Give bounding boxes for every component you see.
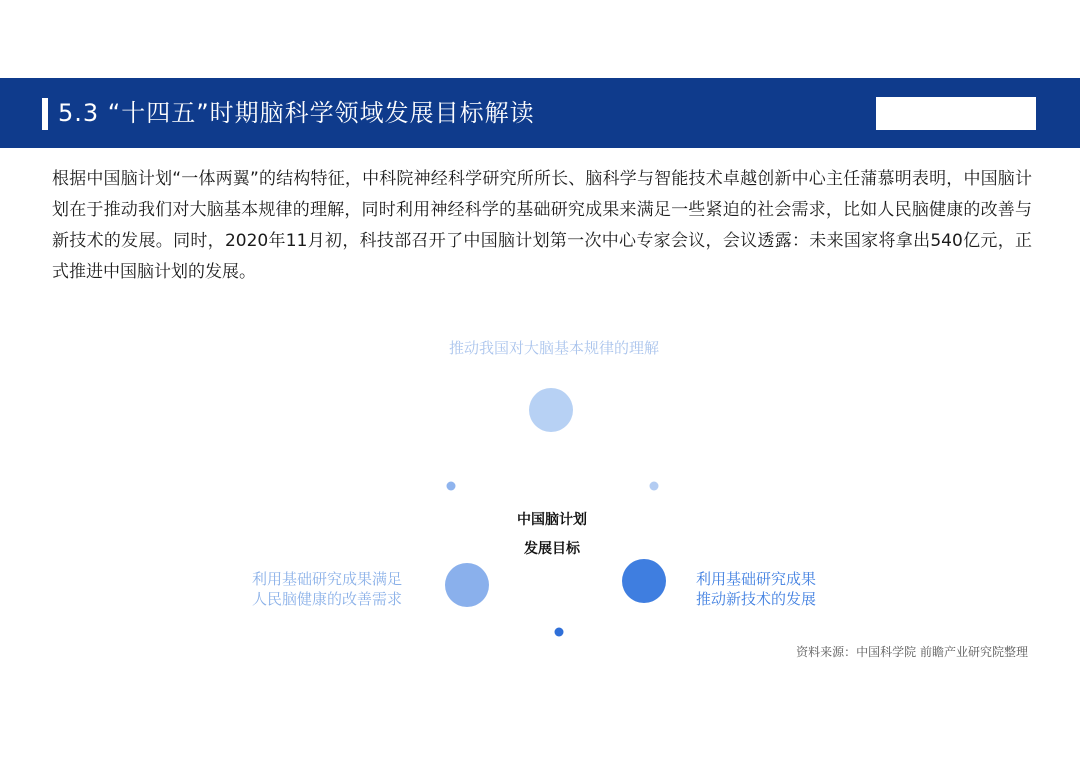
page-title: 5.3 “十四五”时期脑科学领域发展目标解读 [58, 99, 535, 127]
dot-top-right [650, 482, 659, 491]
left-goal-label-line2: 人民脑健康的改善需求 [251, 590, 402, 608]
header-logo-placeholder [876, 97, 1036, 130]
source-note: 资料来源：中国科学院 前瞻产业研究院整理 [796, 645, 1028, 659]
left-goal-label [232, 569, 402, 609]
header-accent-bar [42, 98, 48, 130]
right-node [622, 559, 666, 603]
center-title-line2: 发展目标 [524, 541, 580, 557]
center-title [470, 506, 634, 564]
body-paragraph: 根据中国脑计划“一体两翼”的结构特征，中科院神经科学研究所所长、脑科学与智能技术卓越创新中心主任蒲慕明表明，中国脑计划在于推动我们对大脑基本规律的理解，同时利用神经科学的基础研究成果来满足一些紧迫的社会需求，比如人民脑健康的改善与新技术的发展。同时，2020年11月初，科技部召开了中国脑计划第一次中心专家会议，会议透露：未来国家将拿出540亿元，正式推进中国脑计划的发展。 [52, 169, 1032, 282]
dot-top-left [447, 482, 456, 491]
right-goal-label [696, 569, 866, 609]
dot-bottom [555, 628, 564, 637]
left-goal-label-line1: 利用基础研究成果满足 [251, 570, 402, 588]
left-node [445, 563, 489, 607]
right-goal-label-line1: 利用基础研究成果 [696, 570, 817, 588]
top-node [529, 388, 573, 432]
section-header [0, 78, 1080, 148]
center-title-line1: 中国脑计划 [517, 512, 587, 528]
top-goal-label: 推动我国对大脑基本规律的理解 [448, 339, 659, 357]
right-goal-label-line2: 推动新技术的发展 [696, 590, 817, 608]
